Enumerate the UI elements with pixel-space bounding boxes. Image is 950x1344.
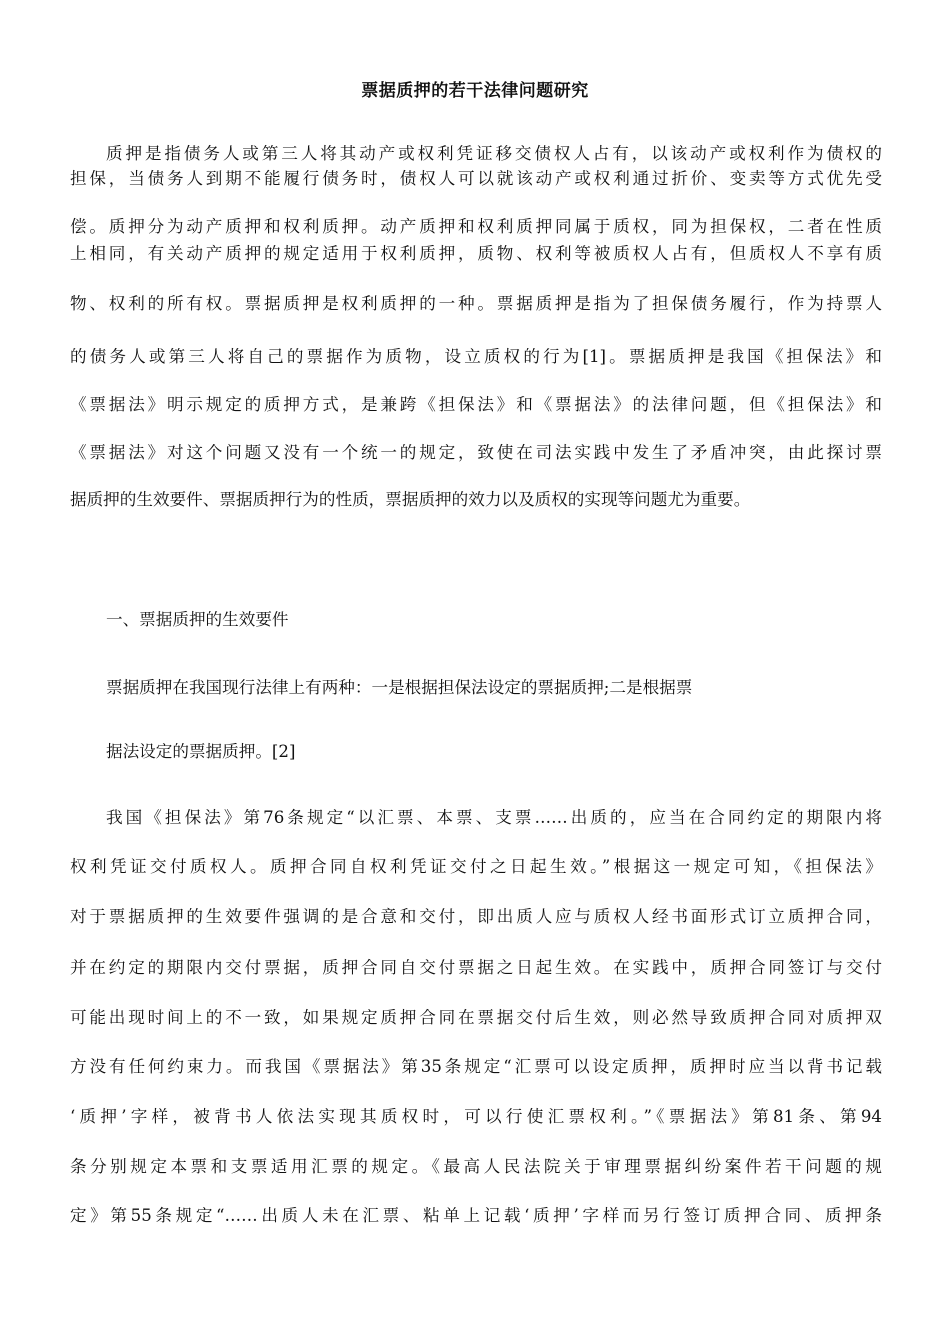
paragraph-1-line: 偿。质押分为动产质押和权利质押。动产质押和权利质押同属于质权，同为担保权，二者在性质 — [70, 217, 882, 236]
paragraph-3-line: 方没有任何约束力。而我国《票据法》第35条规定“汇票可以设定质押，质押时应当以背书记载 — [70, 1057, 882, 1076]
paragraph-3-line: 我国《担保法》第76条规定“以汇票、本票、支票……出质的，应当在合同约定的期限内将 — [106, 808, 882, 827]
paragraph-1-line: 的债务人或第三人将自己的票据作为质物，设立质权的行为[1]。票据质押是我国《担保法》和 — [70, 347, 882, 366]
paragraph-3-line: 可能出现时间上的不一致，如果规定质押合同在票据交付后生效，则必然导致质押合同对质押双 — [70, 1008, 882, 1027]
paragraph-3-line: 定》第55条规定“……出质人未在汇票、粘单上记载‘质押’字样而另行签订质押合同、质押条 — [70, 1206, 882, 1225]
paragraph-3-line: 权利凭证交付质权人。质押合同自权利凭证交付之日起生效。”根据这一规定可知，《担保法》 — [70, 857, 882, 876]
paragraph-3-line: 对于票据质押的生效要件强调的是合意和交付，即出质人应与质权人经书面形式订立质押合同， — [70, 907, 882, 926]
paragraph-1-line: 《票据法》对这个问题又没有一个统一的规定，致使在司法实践中发生了矛盾冲突，由此探讨票 — [70, 443, 882, 462]
paragraph-1-line: 质押是指债务人或第三人将其动产或权利凭证移交债权人占有，以该动产或权利作为债权的 — [106, 144, 882, 163]
paragraph-1-line: 据质押的生效要件、票据质押行为的性质，票据质押的效力以及质权的实现等问题尤为重要。 — [70, 490, 751, 509]
document-title: 票据质押的若干法律问题研究 — [361, 81, 589, 101]
paragraph-2-line: 据法设定的票据质押。[2] — [106, 742, 296, 761]
paragraph-1-line: 上相同，有关动产质押的规定适用于权利质押，质物、权利等被质权人占有，但质权人不享有质 — [70, 244, 882, 263]
paragraph-1-line: 物、权利的所有权。票据质押是权利质押的一种。票据质押是指为了担保债务履行，作为持票人 — [70, 294, 882, 313]
paragraph-3-line: 并在约定的期限内交付票据，质押合同自交付票据之日起生效。在实践中，质押合同签订与交付 — [70, 958, 882, 977]
paragraph-2-line: 票据质押在我国现行法律上有两种：一是根据担保法设定的票据质押;二是根据票 — [106, 678, 693, 697]
section-heading: 一、票据质押的生效要件 — [106, 610, 289, 629]
paragraph-3-line: 条分别规定本票和支票适用汇票的规定。《最高人民法院关于审理票据纠纷案件若干问题的规 — [70, 1157, 882, 1176]
paragraph-3-line: ‘质押’字样，被背书人依法实现其质权时，可以行使汇票权利。”《票据法》第81条、第94 — [70, 1107, 882, 1126]
paragraph-1-line: 担保，当债务人到期不能履行债务时，债权人可以就该动产或权利通过折价、变卖等方式优先受 — [70, 169, 882, 188]
paragraph-1-line: 《票据法》明示规定的质押方式，是兼跨《担保法》和《票据法》的法律问题，但《担保法》和 — [70, 395, 882, 414]
